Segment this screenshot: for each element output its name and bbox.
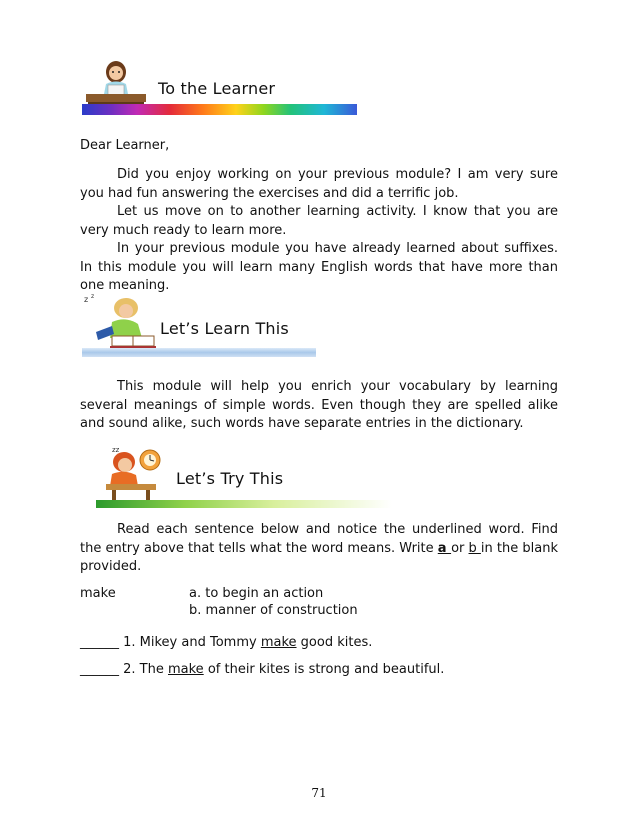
intro-paragraph-3: In your previous module you have already learned about suffixes. In this module you will learn many English words that have more than one meaning. [80,241,558,293]
writing-child-illustration [98,442,166,506]
exercise-item: ______ 2. The make of their kites is strong and beautiful. [80,662,445,677]
rainbow-divider [82,104,357,115]
learn-paragraph: This module will help you enrich your vocabulary by learning several meanings of simple words. Even though they are spelled alike and sound alike, such words have separate entries in the dictionary. [80,379,558,431]
svg-text:zz: zz [112,446,120,454]
section-heading-lets-learn-this: Let’s Learn This [160,319,289,338]
underlined-word: make [167,662,204,677]
choice-a: a [437,540,452,556]
choice-b: b [468,540,481,556]
answer-blank[interactable]: ______ [80,662,119,677]
svg-text:z: z [91,293,95,300]
green-divider [96,500,392,508]
entry-word: make [80,586,116,601]
instruction-paragraph: Read each sentence below and notice the underlined word. Find the entry above that tells what the word means. Write a or b in the blank provided. [80,522,558,574]
answer-blank[interactable]: ______ [80,635,119,650]
blue-divider [82,348,316,357]
intro-paragraph-1: Did you enjoy working on your previous module? I am very sure you had fun answering the exercises and did a terrific job. [80,167,558,201]
section-heading-to-the-learner: To the Learner [158,79,276,98]
intro-paragraph-2: Let us move on to another learning activity. I know that you are very much ready to learn more. [80,204,558,238]
page-number: 71 [311,786,327,800]
meaning-a: a. to begin an action [189,586,324,601]
svg-text:z: z [84,295,89,304]
exercise-item: ______ 1. Mikey and Tommy make good kites. [80,635,373,650]
underlined-word: make [260,635,297,650]
greeting: Dear Learner, [80,138,170,153]
learner-illustration [84,58,148,104]
section-heading-lets-try-this: Let’s Try This [176,469,284,488]
meaning-b: b. manner of construction [189,603,358,618]
